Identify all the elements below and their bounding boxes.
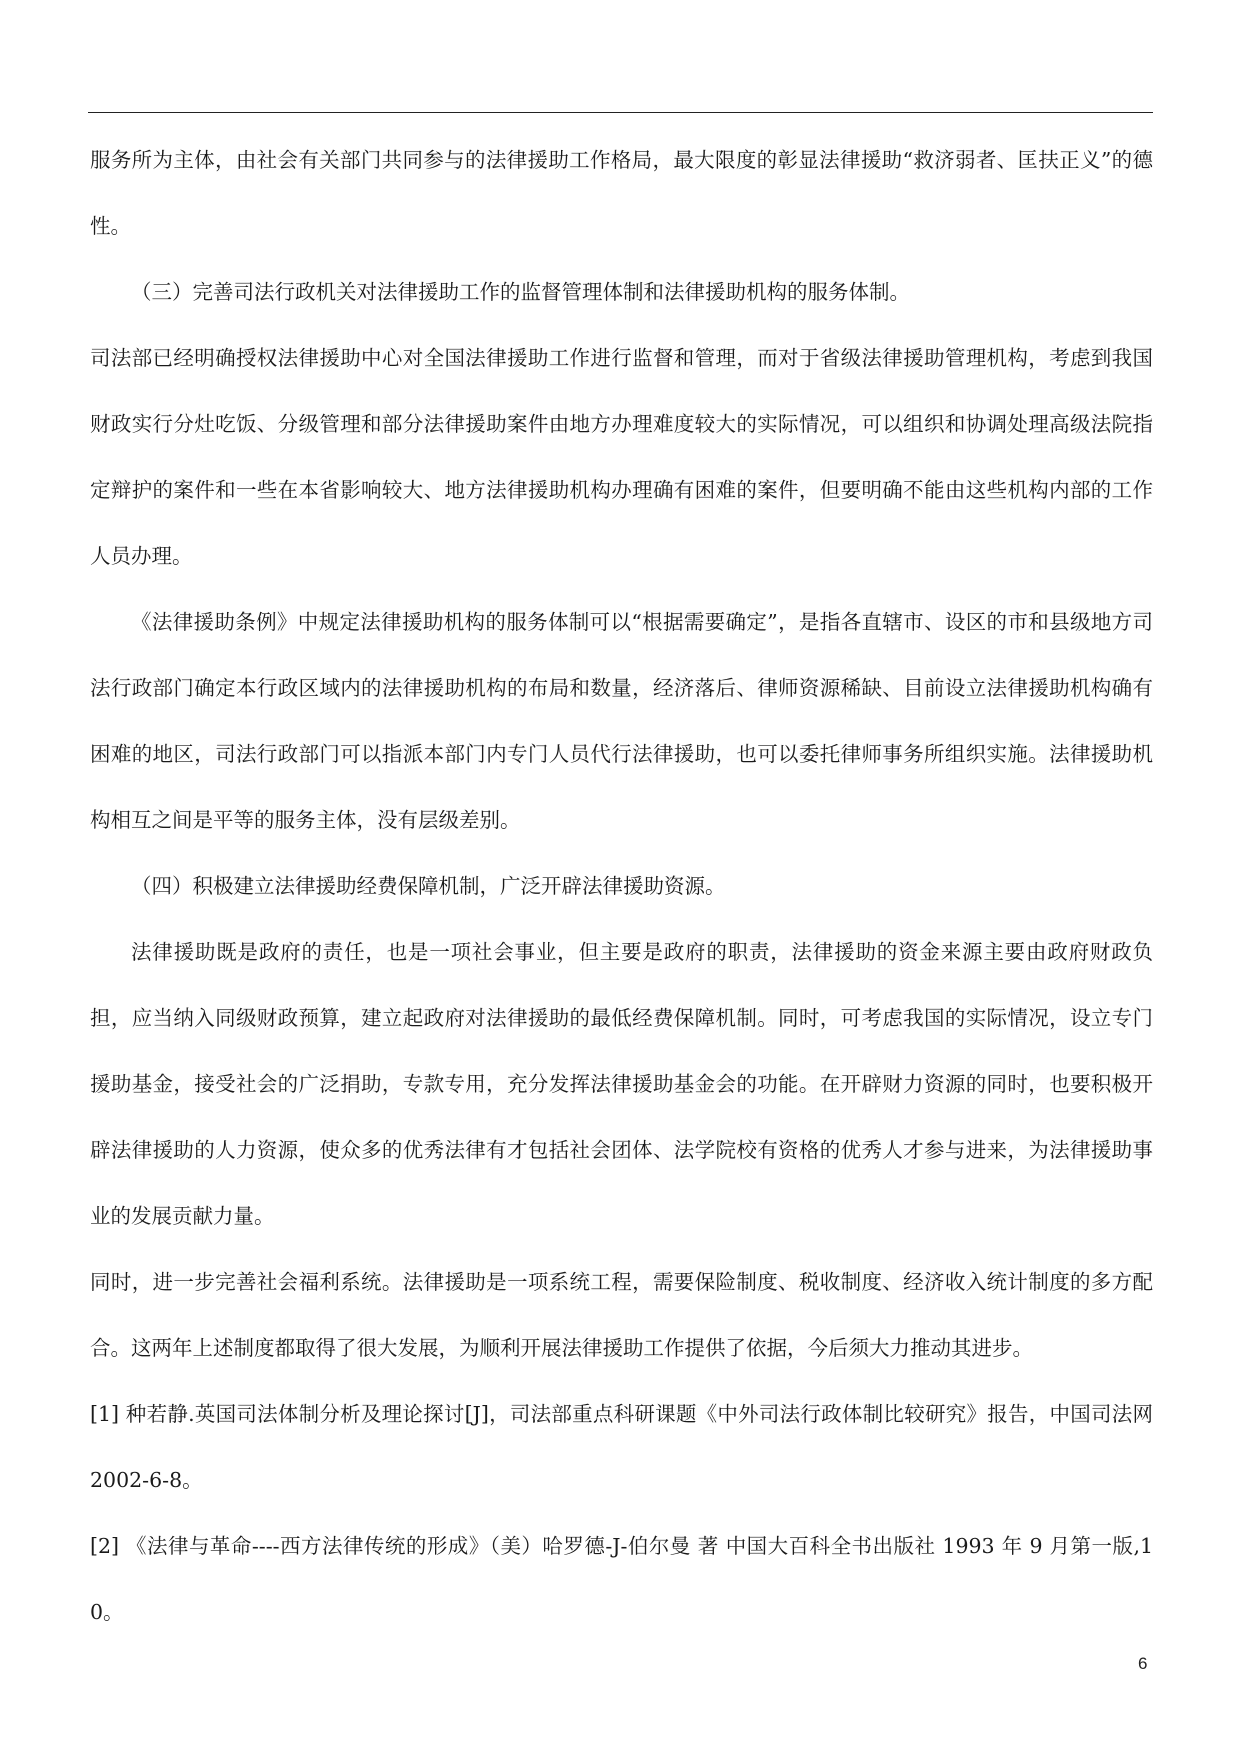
- page-number: 6: [1138, 1654, 1148, 1673]
- paragraph-3: 司法部已经明确授权法律援助中心对全国法律援助工作进行监督和管理，而对于省级法律援助管理机构，考虑到我国财政实行分灶吃饭、分级管理和部分法律援助案件由地方办理难度较大的实际情况，可以组织和协调处理高级法院指定辩护的案件和一些在本省影响较大、地方法律援助机构办理确有困难的案件，但要明确不能由这些机构内部的工作人员办理。: [90, 346, 1153, 568]
- reference-1: [1] 种若静.英国司法体制分析及理论探讨[J]，司法部重点科研课题《中外司法行政体制比较研究》报告，中国司法网 2002-6-8。: [90, 1402, 1153, 1492]
- body-text: [90, 127, 1153, 1645]
- header-rule: [88, 112, 1153, 113]
- paragraph-5-heading: （四）积极建立法律援助经费保障机制，广泛开辟法律援助资源。: [131, 874, 726, 898]
- paragraph-1: 服务所为主体，由社会有关部门共同参与的法律援助工作格局，最大限度的彰显法律援助“救济弱者、匡扶正义”的德性。: [90, 148, 1153, 238]
- paragraph-7: 同时，进一步完善社会福利系统。法律援助是一项系统工程，需要保险制度、税收制度、经济收入统计制度的多方配合。这两年上述制度都取得了很大发展，为顺利开展法律援助工作提供了依据，今后须大力推动其进步。: [90, 1270, 1153, 1360]
- paragraph-6: 法律援助既是政府的责任，也是一项社会事业，但主要是政府的职责，法律援助的资金来源主要由政府财政负担，应当纳入同级财政预算，建立起政府对法律援助的最低经费保障机制。同时，可考虑我国的实际情况，设立专门援助基金，接受社会的广泛捐助，专款专用，充分发挥法律援助基金会的功能。在开辟财力资源的同时，也要积极开辟法律援助的人力资源，使众多的优秀法律有才包括社会团体、法学院校有资格的优秀人才参与进来，为法律援助事业的发展贡献力量。: [90, 940, 1153, 1228]
- reference-2: [2] 《法律与革命----西方法律传统的形成》（美）哈罗德-J-伯尔曼 著 中国大百科全书出版社 1993 年 9 月第一版,10。: [90, 1534, 1153, 1624]
- paragraph-4: 《法律援助条例》中规定法律援助机构的服务体制可以“根据需要确定”，是指各直辖市、设区的市和县级地方司法行政部门确定本行政区域内的法律援助机构的布局和数量，经济落后、律师资源稀缺、目前设立法律援助机构确有困难的地区，司法行政部门可以指派本部门内专门人员代行法律援助，也可以委托律师事务所组织实施。法律援助机构相互之间是平等的服务主体，没有层级差别。: [90, 610, 1153, 832]
- paragraph-2-heading: （三）完善司法行政机关对法律援助工作的监督管理体制和法律援助机构的服务体制。: [131, 280, 910, 304]
